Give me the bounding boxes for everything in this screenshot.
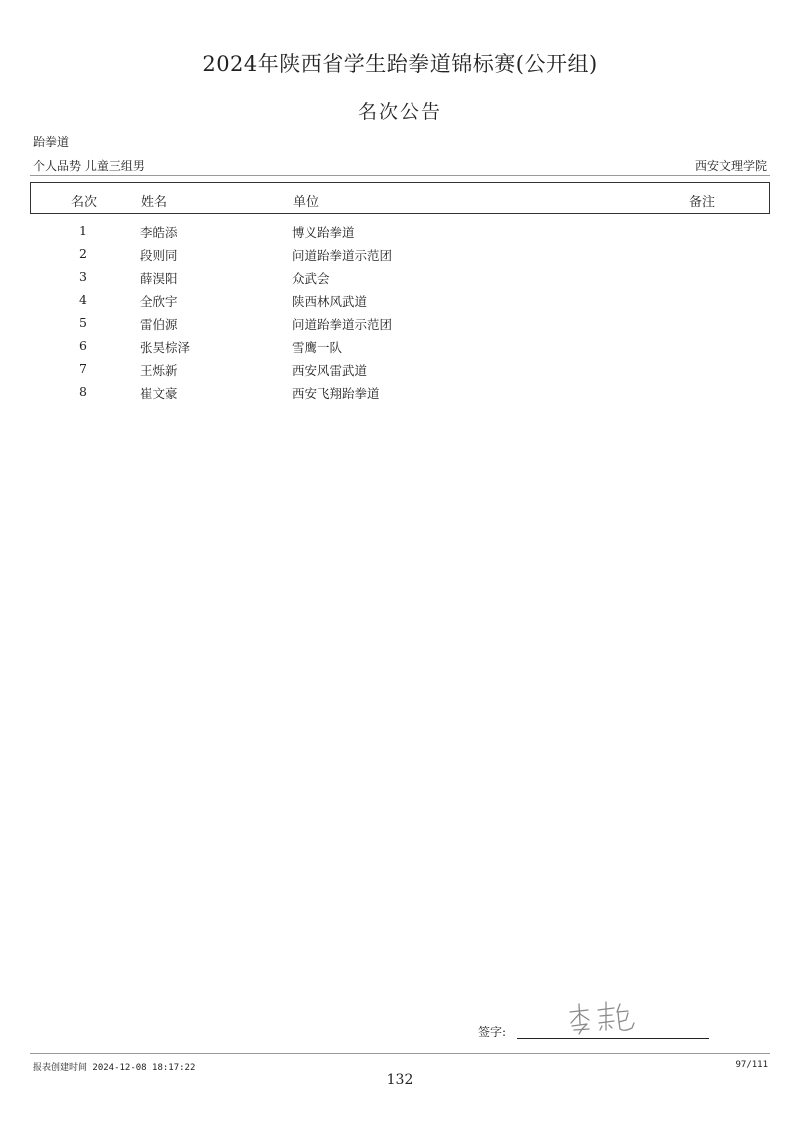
row-rank: 4: [79, 292, 87, 307]
venue-label: 西安文理学院: [694, 159, 767, 173]
table-row: [30, 359, 770, 382]
top-divider: [30, 175, 770, 176]
row-unit: 问道跆拳道示范团: [292, 248, 393, 263]
row-unit: 众武会: [292, 271, 330, 286]
table-row: [30, 290, 770, 313]
row-rank: 5: [79, 315, 87, 330]
signature-line: [517, 1038, 709, 1039]
row-rank: 8: [79, 384, 87, 399]
row-name: 李皓添: [140, 225, 178, 240]
signature-label: 签字:: [478, 1025, 507, 1039]
sport-label: 跆拳道: [33, 135, 70, 149]
row-name: 薛淏阳: [140, 271, 178, 286]
row-unit: 雪鹰一队: [292, 340, 343, 355]
results-table: [30, 221, 770, 405]
header-note: 备注: [689, 195, 716, 210]
row-unit: 陕西林风武道: [292, 294, 368, 309]
handwritten-signature: [562, 996, 652, 1040]
row-rank: 1: [79, 223, 87, 238]
row-unit: 博义跆拳道: [292, 225, 355, 240]
row-name: 雷伯源: [140, 317, 178, 332]
bottom-divider: [30, 1053, 770, 1054]
row-rank: 6: [79, 338, 87, 353]
header-rank: 名次: [70, 195, 97, 210]
row-name: 张昊棕泽: [140, 340, 191, 355]
page-number: 132: [386, 1072, 414, 1088]
row-rank: 2: [79, 246, 87, 261]
row-name: 段则同: [140, 248, 178, 263]
header-unit: 单位: [293, 195, 320, 210]
event-label: 个人品势 儿童三组男: [33, 159, 145, 173]
table-row: [30, 221, 770, 244]
table-row: [30, 336, 770, 359]
row-name: 崔文豪: [140, 386, 178, 401]
table-row: [30, 267, 770, 290]
table-row: [30, 244, 770, 267]
table-row: [30, 382, 770, 405]
row-unit: 西安风雷武道: [292, 363, 368, 378]
header-name: 姓名: [141, 195, 168, 210]
row-name: 全欣宇: [140, 294, 178, 309]
document-subtitle: 名次公告: [357, 101, 442, 123]
table-row: [30, 313, 770, 336]
table-header: [30, 182, 770, 214]
row-unit: 问道跆拳道示范团: [292, 317, 393, 332]
row-rank: 3: [79, 269, 87, 284]
row-rank: 7: [79, 361, 87, 376]
document-title: 2024年陕西省学生跆拳道锦标赛(公开组): [202, 52, 598, 76]
row-name: 王烁新: [140, 363, 178, 378]
row-unit: 西安飞翔跆拳道: [292, 386, 380, 401]
report-created-time: 报表创建时间 2024-12-08 18:17:22: [33, 1063, 196, 1073]
page-count: 97/111: [735, 1060, 768, 1070]
